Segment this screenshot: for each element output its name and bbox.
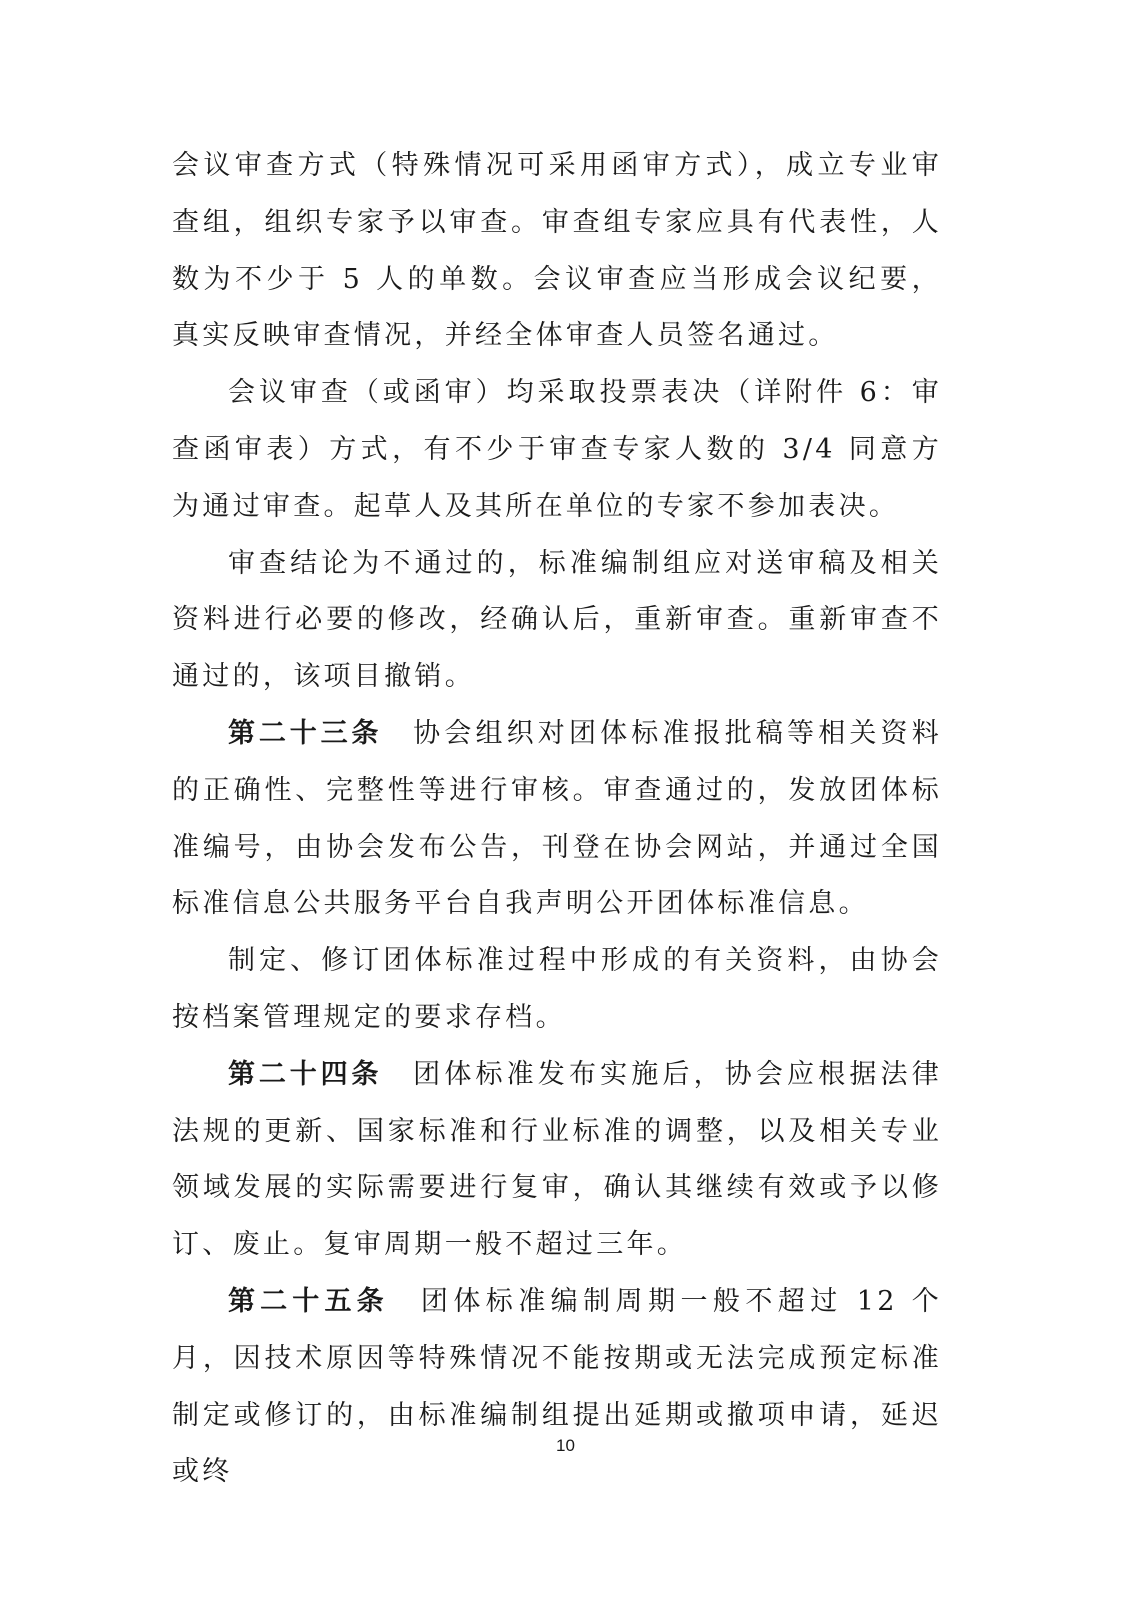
article-heading: 第二十三条 — [228, 717, 383, 749]
body-text — [172, 138, 942, 1501]
paragraph-review-method — [172, 138, 942, 365]
article-text: 团体标准发布实施后，协会应根据法律法规的更新、国家标准和行业标准的调整，以及相关专业领域发展的实际需要进行复审，确认其继续有效或予以修订、废止。复审周期一般不超过三年。 — [172, 1058, 942, 1261]
article-25 — [172, 1274, 942, 1501]
paragraph-review-failure — [172, 536, 942, 706]
article-heading: 第二十四条 — [228, 1058, 383, 1090]
article-text: 协会组织对团体标准报批稿等相关资料的正确性、完整性等进行审核。审查通过的，发放团体标准编号，由协会发布公告，刊登在协会网站，并通过全国标准信息公共服务平台自我声明公开团体标准信息。 — [172, 717, 942, 920]
article-23 — [172, 706, 942, 933]
paragraph-text: 审查结论为不通过的，标准编制组应对送审稿及相关资料进行必要的修改，经确认后，重新审查。重新审查不通过的，该项目撤销。 — [172, 547, 942, 693]
paragraph-text: 会议审查方式（特殊情况可采用函审方式），成立专业审查组，组织专家予以审查。审查组专家应具有代表性，人数为不少于 5 人的单数。会议审查应当形成会议纪要，真实反映审查情况，并经全体审查人员签名通过。 — [172, 150, 942, 352]
paragraph-text: 制定、修订团体标准过程中形成的有关资料，由协会按档案管理规定的要求存档。 — [172, 945, 942, 1033]
paragraph-text: 会议审查（或函审）均采取投票表决（详附件 6：审查函审表）方式，有不少于审查专家人数的 3/4 同意方为通过审查。起草人及其所在单位的专家不参加表决。 — [172, 377, 942, 522]
article-24 — [172, 1047, 942, 1274]
paragraph-voting — [172, 365, 942, 535]
article-text: 团体标准编制周期一般不超过 12 个月，因技术原因等特殊情况不能按期或无法完成预定标准制定或修订的，由标准编制组提出延期或撤项申请，延迟或终 — [172, 1285, 943, 1488]
page-number: 10 — [556, 1436, 575, 1455]
article-heading: 第二十五条 — [228, 1285, 389, 1317]
paragraph-archiving — [172, 933, 942, 1047]
